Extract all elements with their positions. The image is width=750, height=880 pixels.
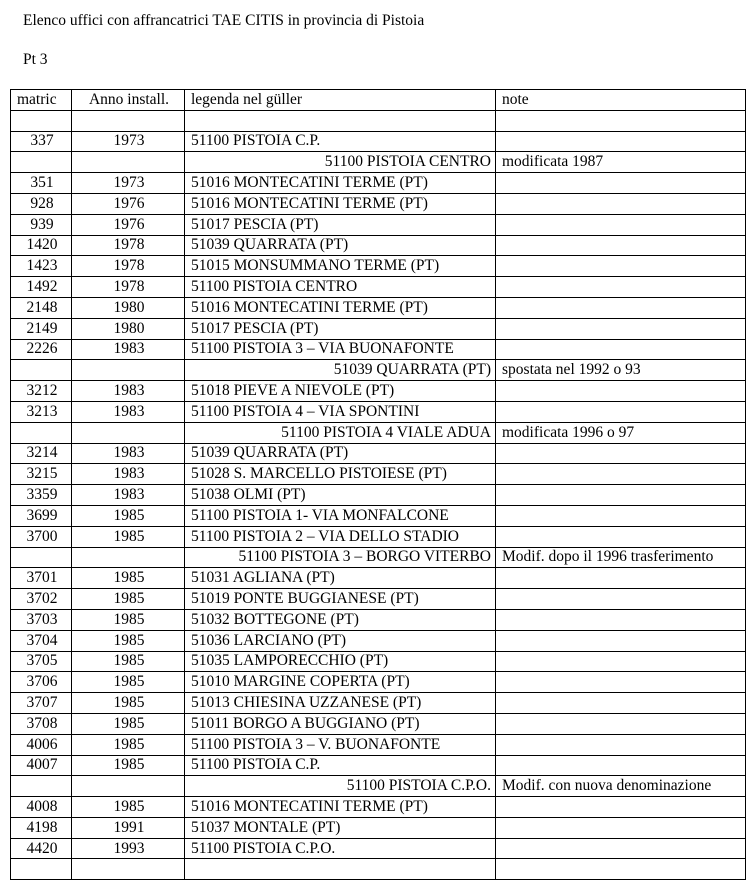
cell-note [496,672,746,693]
cell-legenda: 51017 PESCIA (PT) [185,214,496,235]
table-row [11,485,746,506]
document-subtitle: Pt 3 [23,51,48,68]
table-row [11,797,746,818]
cell-note [496,214,746,235]
cell-note [496,505,746,526]
cell-note [496,693,746,714]
cell-note [496,401,746,422]
cell-matric [11,776,72,797]
table-row [11,505,746,526]
header-legenda: legenda nel güller [185,90,496,111]
cell-note [496,464,746,485]
cell-note [496,256,746,277]
cell-legenda: 51100 PISTOIA 3 – BORGO VITERBO [185,547,496,568]
table-row [11,173,746,194]
table-row [11,193,746,214]
table-body [11,110,746,879]
table-row [11,110,746,131]
cell-matric: 3700 [11,526,72,547]
cell-note [496,589,746,610]
cell-matric: 3704 [11,630,72,651]
cell-matric: 1420 [11,235,72,256]
cell-note [496,131,746,152]
cell-matric: 3703 [11,609,72,630]
cell-legenda: 51100 PISTOIA C.P. [185,755,496,776]
cell-note [496,318,746,339]
cell-matric [11,360,72,381]
cell-legenda: 51100 PISTOIA C.P.O. [185,838,496,859]
cell-anno: 1983 [72,443,185,464]
cell-note [496,339,746,360]
table-row [11,339,746,360]
cell-legenda: 51100 PISTOIA C.P. [185,131,496,152]
cell-anno: 1985 [72,568,185,589]
cell-legenda [185,859,496,880]
cell-anno: 1973 [72,173,185,194]
cell-matric: 4007 [11,755,72,776]
cell-matric: 1423 [11,256,72,277]
cell-legenda: 51010 MARGINE COPERTA (PT) [185,672,496,693]
cell-legenda: 51100 PISTOIA 3 – VIA BUONAFONTE [185,339,496,360]
cell-matric: 2149 [11,318,72,339]
table-row [11,630,746,651]
cell-note [496,817,746,838]
cell-legenda: 51028 S. MARCELLO PISTOIESE (PT) [185,464,496,485]
table-row [11,838,746,859]
cell-matric: 3359 [11,485,72,506]
cell-anno: 1985 [72,693,185,714]
cell-legenda: 51100 PISTOIA 1- VIA MONFALCONE [185,505,496,526]
header-anno: Anno install. [72,90,185,111]
cell-anno: 1973 [72,131,185,152]
cell-note [496,630,746,651]
cell-matric [11,547,72,568]
cell-matric: 928 [11,193,72,214]
cell-matric: 3215 [11,464,72,485]
cell-matric: 3705 [11,651,72,672]
table-row [11,776,746,797]
cell-anno [72,110,185,131]
cell-matric [11,422,72,443]
cell-legenda: 51015 MONSUMMANO TERME (PT) [185,256,496,277]
cell-legenda: 51100 PISTOIA 4 VIALE ADUA [185,422,496,443]
cell-legenda: 51100 PISTOIA 4 – VIA SPONTINI [185,401,496,422]
cell-legenda: 51018 PIEVE A NIEVOLE (PT) [185,381,496,402]
table-row [11,360,746,381]
cell-legenda: 51100 PISTOIA C.P.O. [185,776,496,797]
table-row [11,713,746,734]
cell-anno: 1983 [72,464,185,485]
cell-matric [11,110,72,131]
cell-anno: 1985 [72,630,185,651]
cell-anno: 1985 [72,609,185,630]
table-row [11,381,746,402]
table-row [11,131,746,152]
cell-legenda: 51036 LARCIANO (PT) [185,630,496,651]
cell-legenda: 51035 LAMPORECCHIO (PT) [185,651,496,672]
cell-legenda: 51019 PONTE BUGGIANESE (PT) [185,589,496,610]
table-row [11,297,746,318]
cell-legenda: 51038 OLMI (PT) [185,485,496,506]
cell-anno: 1985 [72,672,185,693]
table-row [11,547,746,568]
cell-note [496,277,746,298]
cell-note [496,609,746,630]
cell-anno: 1985 [72,713,185,734]
cell-anno [72,859,185,880]
cell-legenda: 51017 PESCIA (PT) [185,318,496,339]
cell-legenda: 51039 QUARRATA (PT) [185,443,496,464]
cell-note [496,526,746,547]
cell-note [496,297,746,318]
table-row [11,152,746,173]
cell-legenda: 51032 BOTTEGONE (PT) [185,609,496,630]
cell-anno: 1983 [72,401,185,422]
cell-anno: 1978 [72,235,185,256]
cell-note [496,838,746,859]
cell-legenda: 51016 MONTECATINI TERME (PT) [185,193,496,214]
table-row [11,277,746,298]
cell-anno: 1985 [72,755,185,776]
cell-anno: 1983 [72,381,185,402]
cell-note [496,651,746,672]
cell-legenda: 51016 MONTECATINI TERME (PT) [185,797,496,818]
cell-matric [11,152,72,173]
table-row [11,609,746,630]
cell-matric: 4198 [11,817,72,838]
cell-anno: 1976 [72,193,185,214]
cell-legenda: 51100 PISTOIA CENTRO [185,277,496,298]
cell-anno: 1980 [72,297,185,318]
cell-matric: 2148 [11,297,72,318]
cell-anno: 1993 [72,838,185,859]
table-row [11,318,746,339]
cell-matric: 3708 [11,713,72,734]
cell-anno: 1985 [72,589,185,610]
cell-matric: 3701 [11,568,72,589]
cell-matric: 3213 [11,401,72,422]
cell-note [496,485,746,506]
table-row [11,589,746,610]
cell-matric: 3706 [11,672,72,693]
table-row [11,464,746,485]
table-row [11,755,746,776]
cell-legenda: 51100 PISTOIA 3 – V. BUONAFONTE [185,734,496,755]
cell-note [496,734,746,755]
cell-anno [72,422,185,443]
table-row [11,214,746,235]
cell-legenda: 51039 QUARRATA (PT) [185,235,496,256]
cell-anno [72,547,185,568]
table-row [11,651,746,672]
cell-note [496,110,746,131]
table-row [11,859,746,880]
header-matric: matric [11,90,72,111]
cell-anno: 1985 [72,651,185,672]
cell-anno [72,152,185,173]
cell-matric [11,859,72,880]
header-note: note [496,90,746,111]
cell-anno: 1978 [72,256,185,277]
cell-legenda: 51037 MONTALE (PT) [185,817,496,838]
cell-anno: 1983 [72,339,185,360]
cell-anno: 1985 [72,526,185,547]
cell-note [496,713,746,734]
cell-anno [72,360,185,381]
cell-matric: 3212 [11,381,72,402]
cell-anno: 1985 [72,734,185,755]
cell-legenda: 51100 PISTOIA CENTRO [185,152,496,173]
table-row [11,401,746,422]
table-row [11,235,746,256]
cell-note: Modif. dopo il 1996 trasferimento [496,547,746,568]
cell-legenda: 51013 CHIESINA UZZANESE (PT) [185,693,496,714]
cell-matric: 1492 [11,277,72,298]
offices-table [10,89,746,880]
cell-legenda: 51016 MONTECATINI TERME (PT) [185,297,496,318]
cell-anno: 1978 [72,277,185,298]
cell-note [496,568,746,589]
cell-anno: 1985 [72,797,185,818]
cell-legenda [185,110,496,131]
cell-note [496,173,746,194]
cell-anno: 1983 [72,485,185,506]
cell-matric: 4420 [11,838,72,859]
table-row [11,526,746,547]
cell-legenda: 51039 QUARRATA (PT) [185,360,496,381]
cell-matric: 3707 [11,693,72,714]
cell-note [496,381,746,402]
cell-matric: 939 [11,214,72,235]
cell-matric: 2226 [11,339,72,360]
cell-note [496,797,746,818]
cell-note: modificata 1996 o 97 [496,422,746,443]
cell-matric: 3702 [11,589,72,610]
cell-anno [72,776,185,797]
table-row [11,568,746,589]
cell-note: Modif. con nuova denominazione [496,776,746,797]
cell-note: spostata nel 1992 o 93 [496,360,746,381]
table-header-row [11,90,746,111]
cell-legenda: 51016 MONTECATINI TERME (PT) [185,173,496,194]
table-row [11,256,746,277]
cell-note [496,859,746,880]
table-row [11,422,746,443]
cell-matric: 3214 [11,443,72,464]
cell-legenda: 51031 AGLIANA (PT) [185,568,496,589]
table-row [11,734,746,755]
cell-anno: 1976 [72,214,185,235]
cell-matric: 351 [11,173,72,194]
cell-note [496,193,746,214]
cell-matric: 4006 [11,734,72,755]
table-row [11,817,746,838]
cell-note: modificata 1987 [496,152,746,173]
cell-legenda: 51011 BORGO A BUGGIANO (PT) [185,713,496,734]
cell-anno: 1991 [72,817,185,838]
cell-anno: 1985 [72,505,185,526]
cell-matric: 4008 [11,797,72,818]
cell-legenda: 51100 PISTOIA 2 – VIA DELLO STADIO [185,526,496,547]
cell-note [496,235,746,256]
table-row [11,672,746,693]
table-row [11,693,746,714]
cell-note [496,443,746,464]
cell-matric: 337 [11,131,72,152]
document-title: Elenco uffici con affrancatrici TAE CITIS in provincia di Pistoia [23,12,425,29]
table-row [11,443,746,464]
cell-matric: 3699 [11,505,72,526]
cell-anno: 1980 [72,318,185,339]
cell-note [496,755,746,776]
